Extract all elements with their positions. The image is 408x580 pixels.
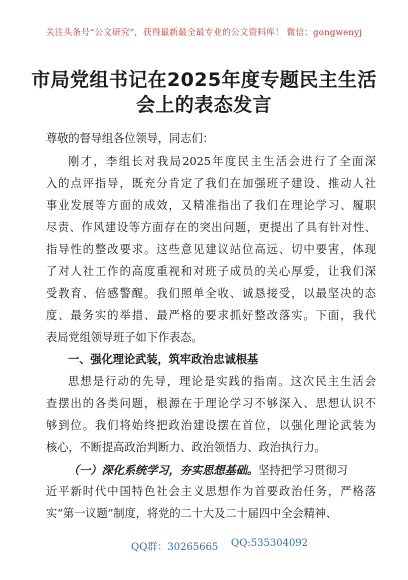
paragraph-line: 指导性的整改要求。这些意见建议站位高远、切中要害，体现: [46, 243, 376, 256]
paragraph-line: 了对人社工作的高度重视和对班子成员的关心厚爱，让我们深: [46, 265, 376, 278]
paragraph-line: 入的点评指导，既充分肯定了我们在加强班子建设、推动人社: [46, 177, 376, 190]
paragraph-line: 实“第一议题”制度，将党的二十大及二十届四中全会精神、: [46, 507, 338, 520]
paragraph-line: 近平新时代中国特色社会主义思想作为首要政治任务，严格落: [46, 485, 376, 498]
paragraph-line: 核心，不断提高政治判断力、政治领悟力、政治执行力。: [46, 441, 326, 454]
paragraph-line: 尽责、作风建设等方面存在的突出问题，更提出了具有针对性、: [46, 221, 376, 234]
paragraph-line: 度、最务实的举措、最严格的要求抓好整改落实。下面，我代: [46, 309, 376, 322]
paragraph-line: 刚才，李组长对我局2025年度民主生活会进行了全面深: [68, 155, 376, 168]
salutation: 尊敬的督导组各位领导，同志们：: [46, 132, 214, 145]
subsection-text: 坚持把学习贯彻习: [258, 464, 348, 477]
section-heading: 一、强化理论武装，筑牢政治忠诚根基: [68, 353, 259, 366]
document-title-line-1: 市局党组书记在2025年度专题民主生活: [31, 69, 377, 91]
paragraph-line: 表局党组领导班子如下作表态。: [46, 331, 203, 344]
qq-group-number: QQ群：30265665: [131, 542, 219, 553]
paragraph-line: 查摆出的各类问题，根源在于理论学习不够深入、思想认识不: [46, 397, 376, 410]
paragraph-line: 受教育、倍感警醒。我们照单全收、诚恳接受，以最坚决的态: [46, 287, 376, 300]
paragraph-line: 思想是行动的先导，理论是实践的指南。这次民主生活会: [68, 375, 376, 388]
paragraph-line: 够到位。我们将始终把政治建设摆在首位，以强化理论武装为: [46, 419, 376, 432]
promo-banner: 关注头条号“公文研究”，获得最新最全最专业的公文资料库！ 微信：gongwenyj: [45, 28, 363, 38]
qq-contact-number: QQ:535304092: [231, 538, 309, 549]
paragraph-line: 事业发展等方面的成效，又精准指出了我们在理论学习、履职: [46, 199, 376, 212]
document-title-line-2: 会上的表态发言: [136, 94, 272, 116]
subsection-line: [46, 463, 376, 478]
subsection-heading: （一）深化系统学习，夯实思想基础。: [68, 463, 259, 477]
